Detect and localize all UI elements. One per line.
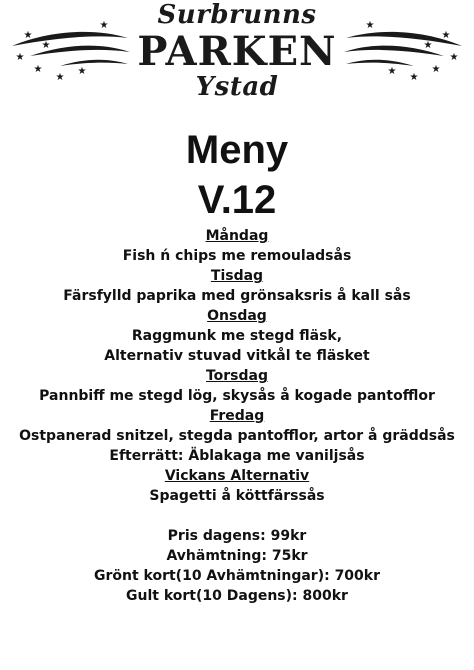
price-line: Grönt kort(10 Avhämtningar): 700kr <box>93 568 381 584</box>
star-icon: ★ <box>441 30 451 41</box>
restaurant-logo <box>0 0 474 118</box>
star-icon: ★ <box>409 72 419 83</box>
day-heading-monday: Måndag <box>205 228 269 244</box>
price-line: Avhämtning: 75kr <box>166 548 308 564</box>
logo-bottom-text: Ystad <box>195 72 279 102</box>
dish-line: Alternativ stuvad vitkål te fläsket <box>104 348 370 364</box>
section-spacer <box>0 506 474 526</box>
day-heading-friday: Fredag <box>209 408 265 424</box>
star-icon: ★ <box>387 66 397 77</box>
star-icon: ★ <box>23 30 33 41</box>
dessert-line: Efterrätt: Äblakaga me vaniljsås <box>109 448 365 464</box>
star-icon: ★ <box>55 72 65 83</box>
menu-title: Meny <box>185 128 289 172</box>
star-icon: ★ <box>365 20 375 31</box>
star-icon: ★ <box>15 52 25 63</box>
weekly-menu <box>0 226 474 606</box>
dish-line: Pannbiff me stegd lög, skysås å kogade pantofflor <box>39 388 435 404</box>
week-number: V.12 <box>197 178 277 222</box>
star-icon: ★ <box>423 40 433 51</box>
star-icon: ★ <box>33 64 43 75</box>
dish-line: Färsfylld paprika med grönsaksris å kall sås <box>63 288 411 304</box>
star-icon: ★ <box>77 66 87 77</box>
star-icon: ★ <box>449 52 459 63</box>
day-heading-wednesday: Onsdag <box>207 308 267 324</box>
logo-top-text: Surbrunns <box>157 0 317 30</box>
day-heading-thursday: Torsdag <box>205 368 269 384</box>
price-line: Gult kort(10 Dagens): 800kr <box>126 588 348 604</box>
logo-main-text: PARKEN <box>137 28 337 75</box>
star-icon: ★ <box>99 20 109 31</box>
day-heading-tuesday: Tisdag <box>210 268 264 284</box>
dish-line: Raggmunk me stegd fläsk, <box>131 328 343 344</box>
dish-line: Spagetti å köttfärssås <box>149 488 325 504</box>
day-heading-alternative: Vickans Alternativ <box>164 468 310 484</box>
dish-line: Fish ń chips me remouladsås <box>122 248 352 264</box>
star-icon: ★ <box>431 64 441 75</box>
star-icon: ★ <box>41 40 51 51</box>
dish-line: Ostpanerad snitzel, stegda pantofflor, artor å gräddsås <box>19 428 455 444</box>
price-line: Pris dagens: 99kr <box>167 528 307 544</box>
